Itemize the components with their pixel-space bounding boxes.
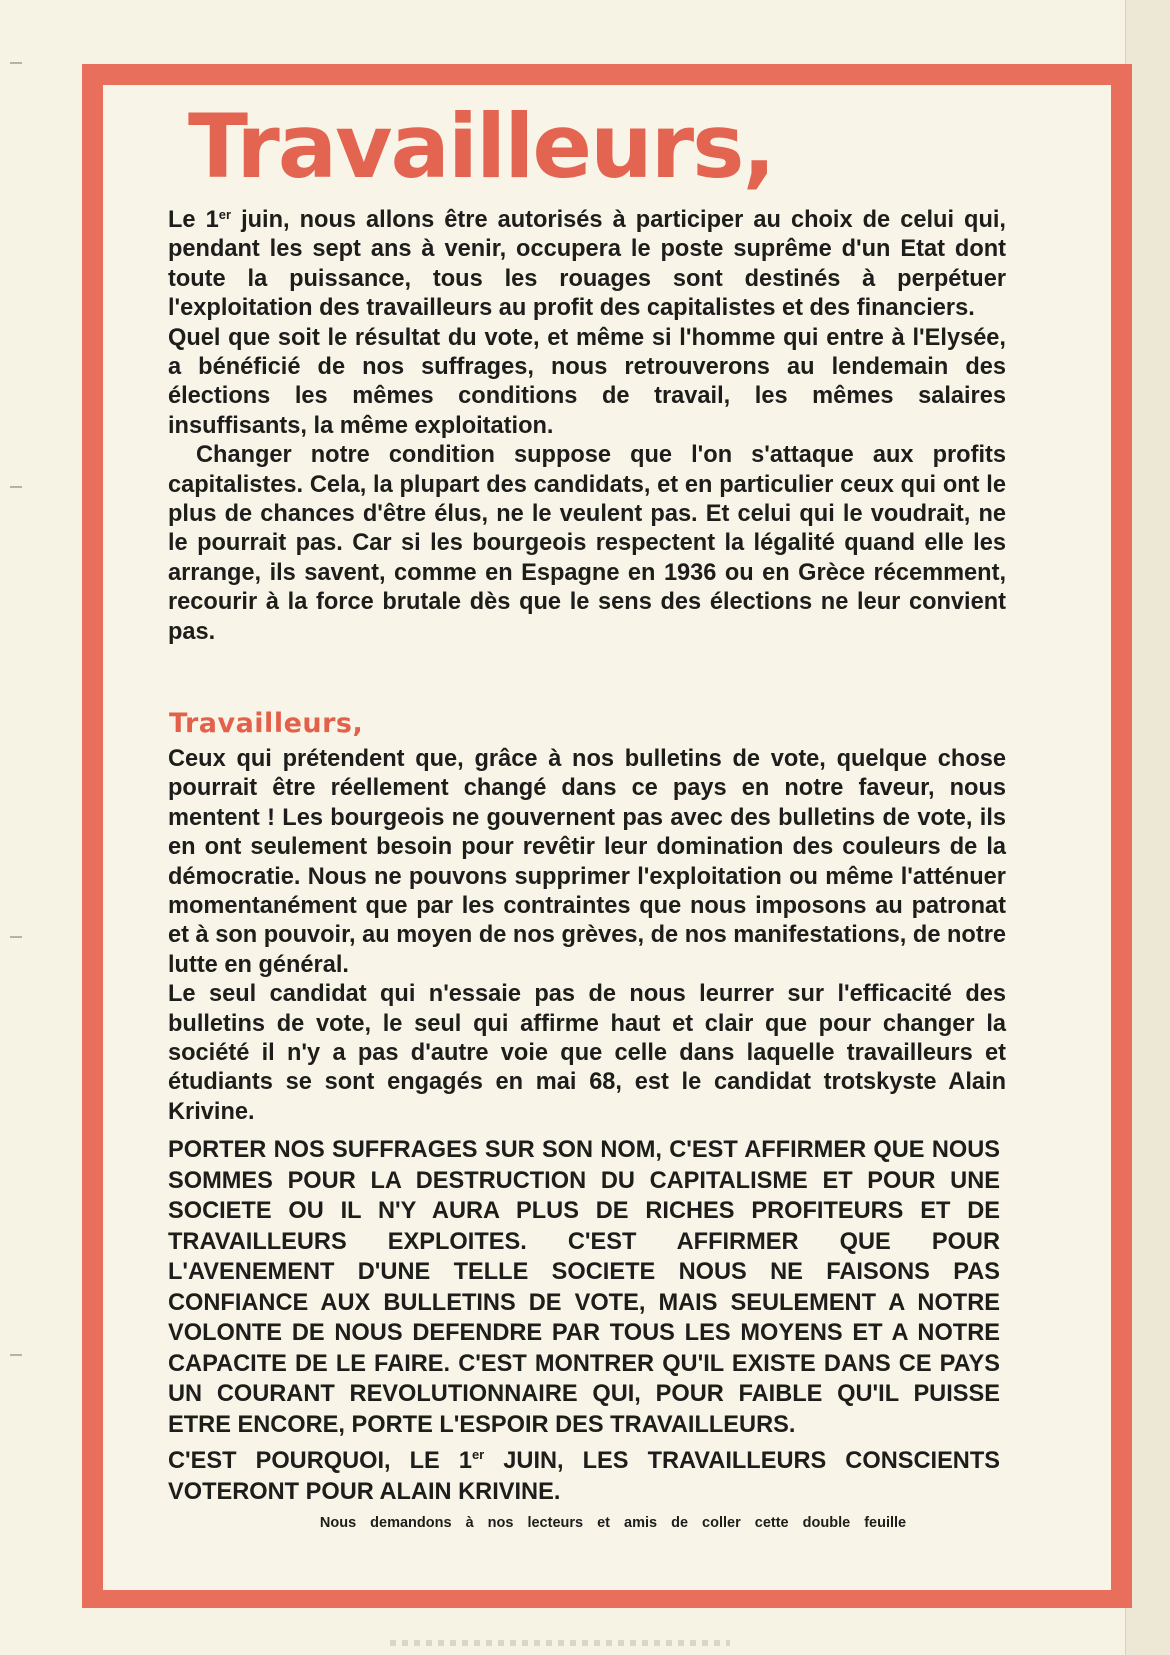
margin-mark bbox=[10, 62, 22, 64]
paragraph-intro-rest: juin, nous allons être autorisés à participer au choix de celui qui, pendant les sept ans à venir, occupera le poste suprême d'un Etat dont toute la puissance, tous les rouages sont destinés à perpétuer l'exploitation des travailleurs au profit des capitalistes et des financiers. bbox=[168, 207, 1006, 322]
frame-content bbox=[103, 85, 1111, 1590]
second-section bbox=[168, 745, 1006, 1127]
paragraph-ballots: Ceux qui prétendent que, grâce à nos bulletins de vote, quelque chose pourrait être réellement changé dans ce pays en notre faveur, nous mentent ! Les bourgeois ne gouvernent pas avec des bulletins de vote, ils en ont seulement besoin pour revêtir leur domination des couleurs de la démocratie. Nous ne pouvons supprimer l'exploitation ou même l'atténuer momentanément que par les contraintes que nous imposons au patronat et à son pouvoir, au moyen de nos grèves, de nos manifestations, de notre lutte en général. bbox=[168, 746, 1006, 978]
conclusion-rest: JUIN, LES TRAVAILLEURS CONSCIENTS VOTERONT POUR ALAIN KRIVINE. bbox=[168, 1448, 1000, 1505]
footer-note: Nous demandons à nos lecteurs et amis de coller cette double feuille bbox=[319, 1515, 907, 1531]
section-heading: Travailleurs, bbox=[169, 708, 364, 739]
margin-mark bbox=[10, 1354, 22, 1356]
paragraph-conclusion bbox=[168, 1446, 1000, 1507]
superscript-er: er bbox=[471, 1447, 485, 1462]
paragraph-intro bbox=[168, 206, 1006, 324]
margin-mark bbox=[10, 936, 22, 938]
conclusion-section bbox=[168, 1446, 1000, 1507]
first-section bbox=[168, 206, 1006, 647]
margin-mark bbox=[10, 486, 22, 488]
superscript-er: er bbox=[218, 207, 232, 222]
bottom-print-strip bbox=[390, 1640, 730, 1646]
conclusion-start: C'EST POURQUOI, LE 1 bbox=[168, 1448, 472, 1474]
caps-section bbox=[168, 1135, 1000, 1440]
paragraph-vote-result: Quel que soit le résultat du vote, et même si l'homme qui entre à l'Elysée, a bénéficié de nos suffrages, nous retrouverons au lendemain des élections les mêmes conditions de travail, les mêmes salaires insuffisants, la même exploitation. bbox=[168, 324, 1006, 439]
paragraph-candidate: Le seul candidat qui n'essaie pas de nous leurrer sur l'efficacité des bulletins de vote, le seul qui affirme haut et clair que pour changer la société il n'y a pas d'autre voie que celle dans laquelle travailleurs et étudiants se sont engagés en mai 68, est le candidat trotskyste Alain Krivine. bbox=[168, 981, 1006, 1125]
page-title: Travailleurs, bbox=[188, 95, 774, 198]
paragraph-intro-start: Le 1 bbox=[168, 207, 219, 233]
paragraph-change-condition: Changer notre condition suppose que l'on s'attaque aux profits capitalistes. Cela, la plupart des candidats, et en particulier ceux qui ont le plus de chances d'être élus, ne le veulent pas. Et celui qui le voudrait, ne le pourrait pas. Car si les bourgeois respectent la légalité quand elle les arrange, ils savent, comme en Espagne en 1936 ou en Grèce récemment, recourir à la force brutale dès que le sens des élections ne leur convient pas. bbox=[168, 442, 1006, 645]
paragraph-capitals: PORTER NOS SUFFRAGES SUR SON NOM, C'EST AFFIRMER QUE NOUS SOMMES POUR LA DESTRUCTION DU CAPITALISME ET POUR UNE SOCIETE OU IL N'Y AURA PLUS DE RICHES PROFITEURS ET DE TRAVAILLEURS EXPLOITES. C'EST AFFIRMER QUE POUR L'AVENEMENT D'UNE TELLE SOCIETE NOUS NE FAISONS PAS CONFIANCE AUX BULLETINS DE VOTE, MAIS SEULEMENT A NOTRE VOLONTE DE NOUS DEFENDRE PAR TOUS LES MOYENS ET A NOTRE CAPACITE DE LE FAIRE. C'EST MONTRER QU'IL EXISTE DANS CE PAYS UN COURANT REVOLUTIONNAIRE QUI, POUR FAIBLE QU'IL PUISSE ETRE ENCORE, PORTE L'ESPOIR DES TRAVAILLEURS. bbox=[168, 1137, 1000, 1438]
red-frame bbox=[82, 64, 1132, 1608]
